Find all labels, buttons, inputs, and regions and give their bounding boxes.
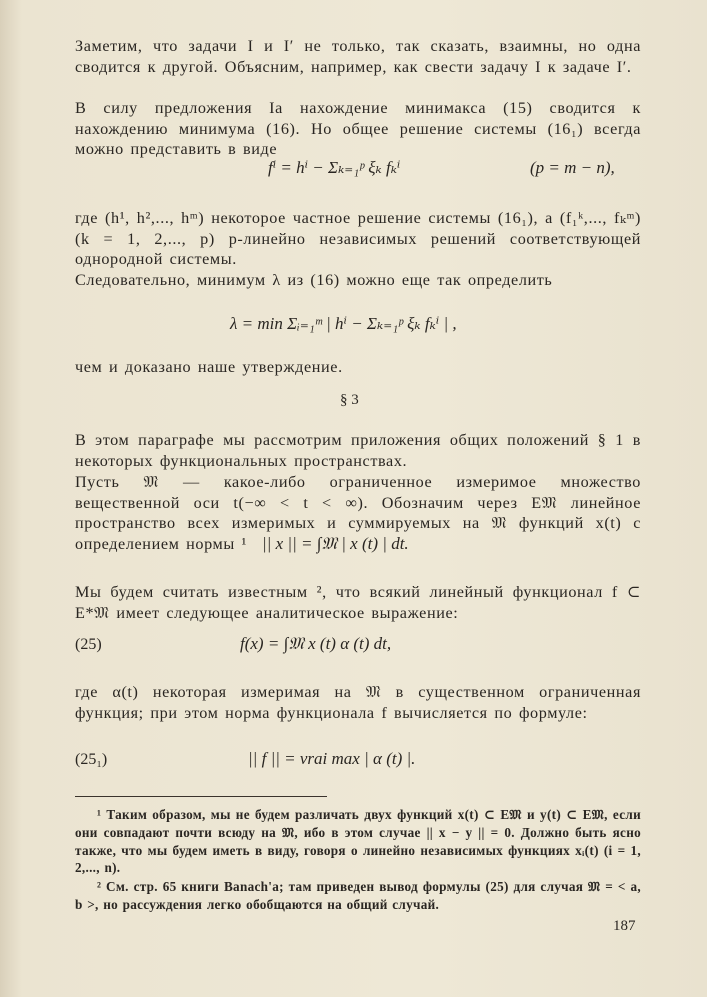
paragraph-4: Следовательно, минимум λ из (16) можно еще так определить (75, 271, 553, 289)
formula-condition: (p = m − n), (530, 158, 615, 177)
paragraph-5: чем и доказано наше утверждение. (75, 358, 343, 376)
paragraph-3: где (h¹, h²,..., hᵐ) некоторое частное решение системы (16₁), а (f₁ᵏ,..., fₖᵐ) (k = 1, 2,..., p) p-линейно независимых решений соответствующей однородной системы. (75, 209, 641, 269)
page-number: 187 (613, 918, 636, 934)
paragraph-2: В силу предложения Ia нахождение минимакса (15) сводится к нахождению минимума (16). Но общее решение системы (16₁) всегда можно представить в виде (75, 99, 641, 159)
formula-lambda-min: λ = min Σᵢ₌₁ᵐ | hⁱ − Σₖ₌₁ᵖ ξₖ fₖⁱ | , (230, 314, 457, 333)
formula-general-solution: fⁱ = hⁱ − Σₖ₌₁ᵖ ξₖ fₖⁱ (268, 158, 401, 177)
paragraph-6: В этом параграфе мы рассмотрим приложения общих положений § 1 в некоторых функциональных пространствах. (75, 431, 641, 470)
footnote-1: ¹ Таким образом, мы не будем различать двух функций x(t) ⊂ E𝔐 и y(t) ⊂ E𝔐, если они совпадают почти всюду на 𝔐, ибо в этом случае || x − y || = 0. Должно быть ясно также, что мы будем иметь в виду, говоря о линейно независимых функциях xᵢ(t) (i = 1, 2,..., n). (75, 807, 641, 876)
formula-norm: || x || = ∫𝔐 | x (t) | dt. (262, 534, 409, 553)
paragraph-9: где α(t) некоторая измеримая на 𝔐 в существенном ограниченная функция; при этом норма функционала f вычисляется по формуле: (75, 683, 641, 722)
paragraph-7: Пусть 𝔐 — какое-либо ограниченное измеримое множество вещественной оси t(−∞ < t < ∞). Обозначим через E𝔐 линейное пространство всех измеримых и суммируемых на 𝔐 функций x(t) с определением нормы ¹ (75, 473, 641, 553)
equation-label-25: (25) (75, 636, 102, 653)
footnote-divider (75, 796, 327, 797)
equation-label-25-1: (25₁) (75, 751, 108, 768)
footnote-2: ² См. стр. 65 книги Banach'a; там приведен вывод формулы (25) для случая 𝔐 = < a, b >, но рассуждения легко обобщаются на общий случай. (75, 879, 641, 912)
formula-functional-norm: || f || = vrai max | α (t) |. (248, 749, 416, 768)
paragraph-1: Заметим, что задачи I и I′ не только, так сказать, взаимны, но одна сводится к другой. Объясним, например, как свести задачу I к задаче I′. (75, 37, 641, 76)
formula-functional: f(x) = ∫𝔐 x (t) α (t) dt, (240, 634, 392, 653)
section-heading: § 3 (340, 392, 359, 408)
paragraph-8: Мы будем считать известным ², что всякий линейный функционал f ⊂ E*𝔐 имеет следующее аналитическое выражение: (75, 583, 641, 622)
